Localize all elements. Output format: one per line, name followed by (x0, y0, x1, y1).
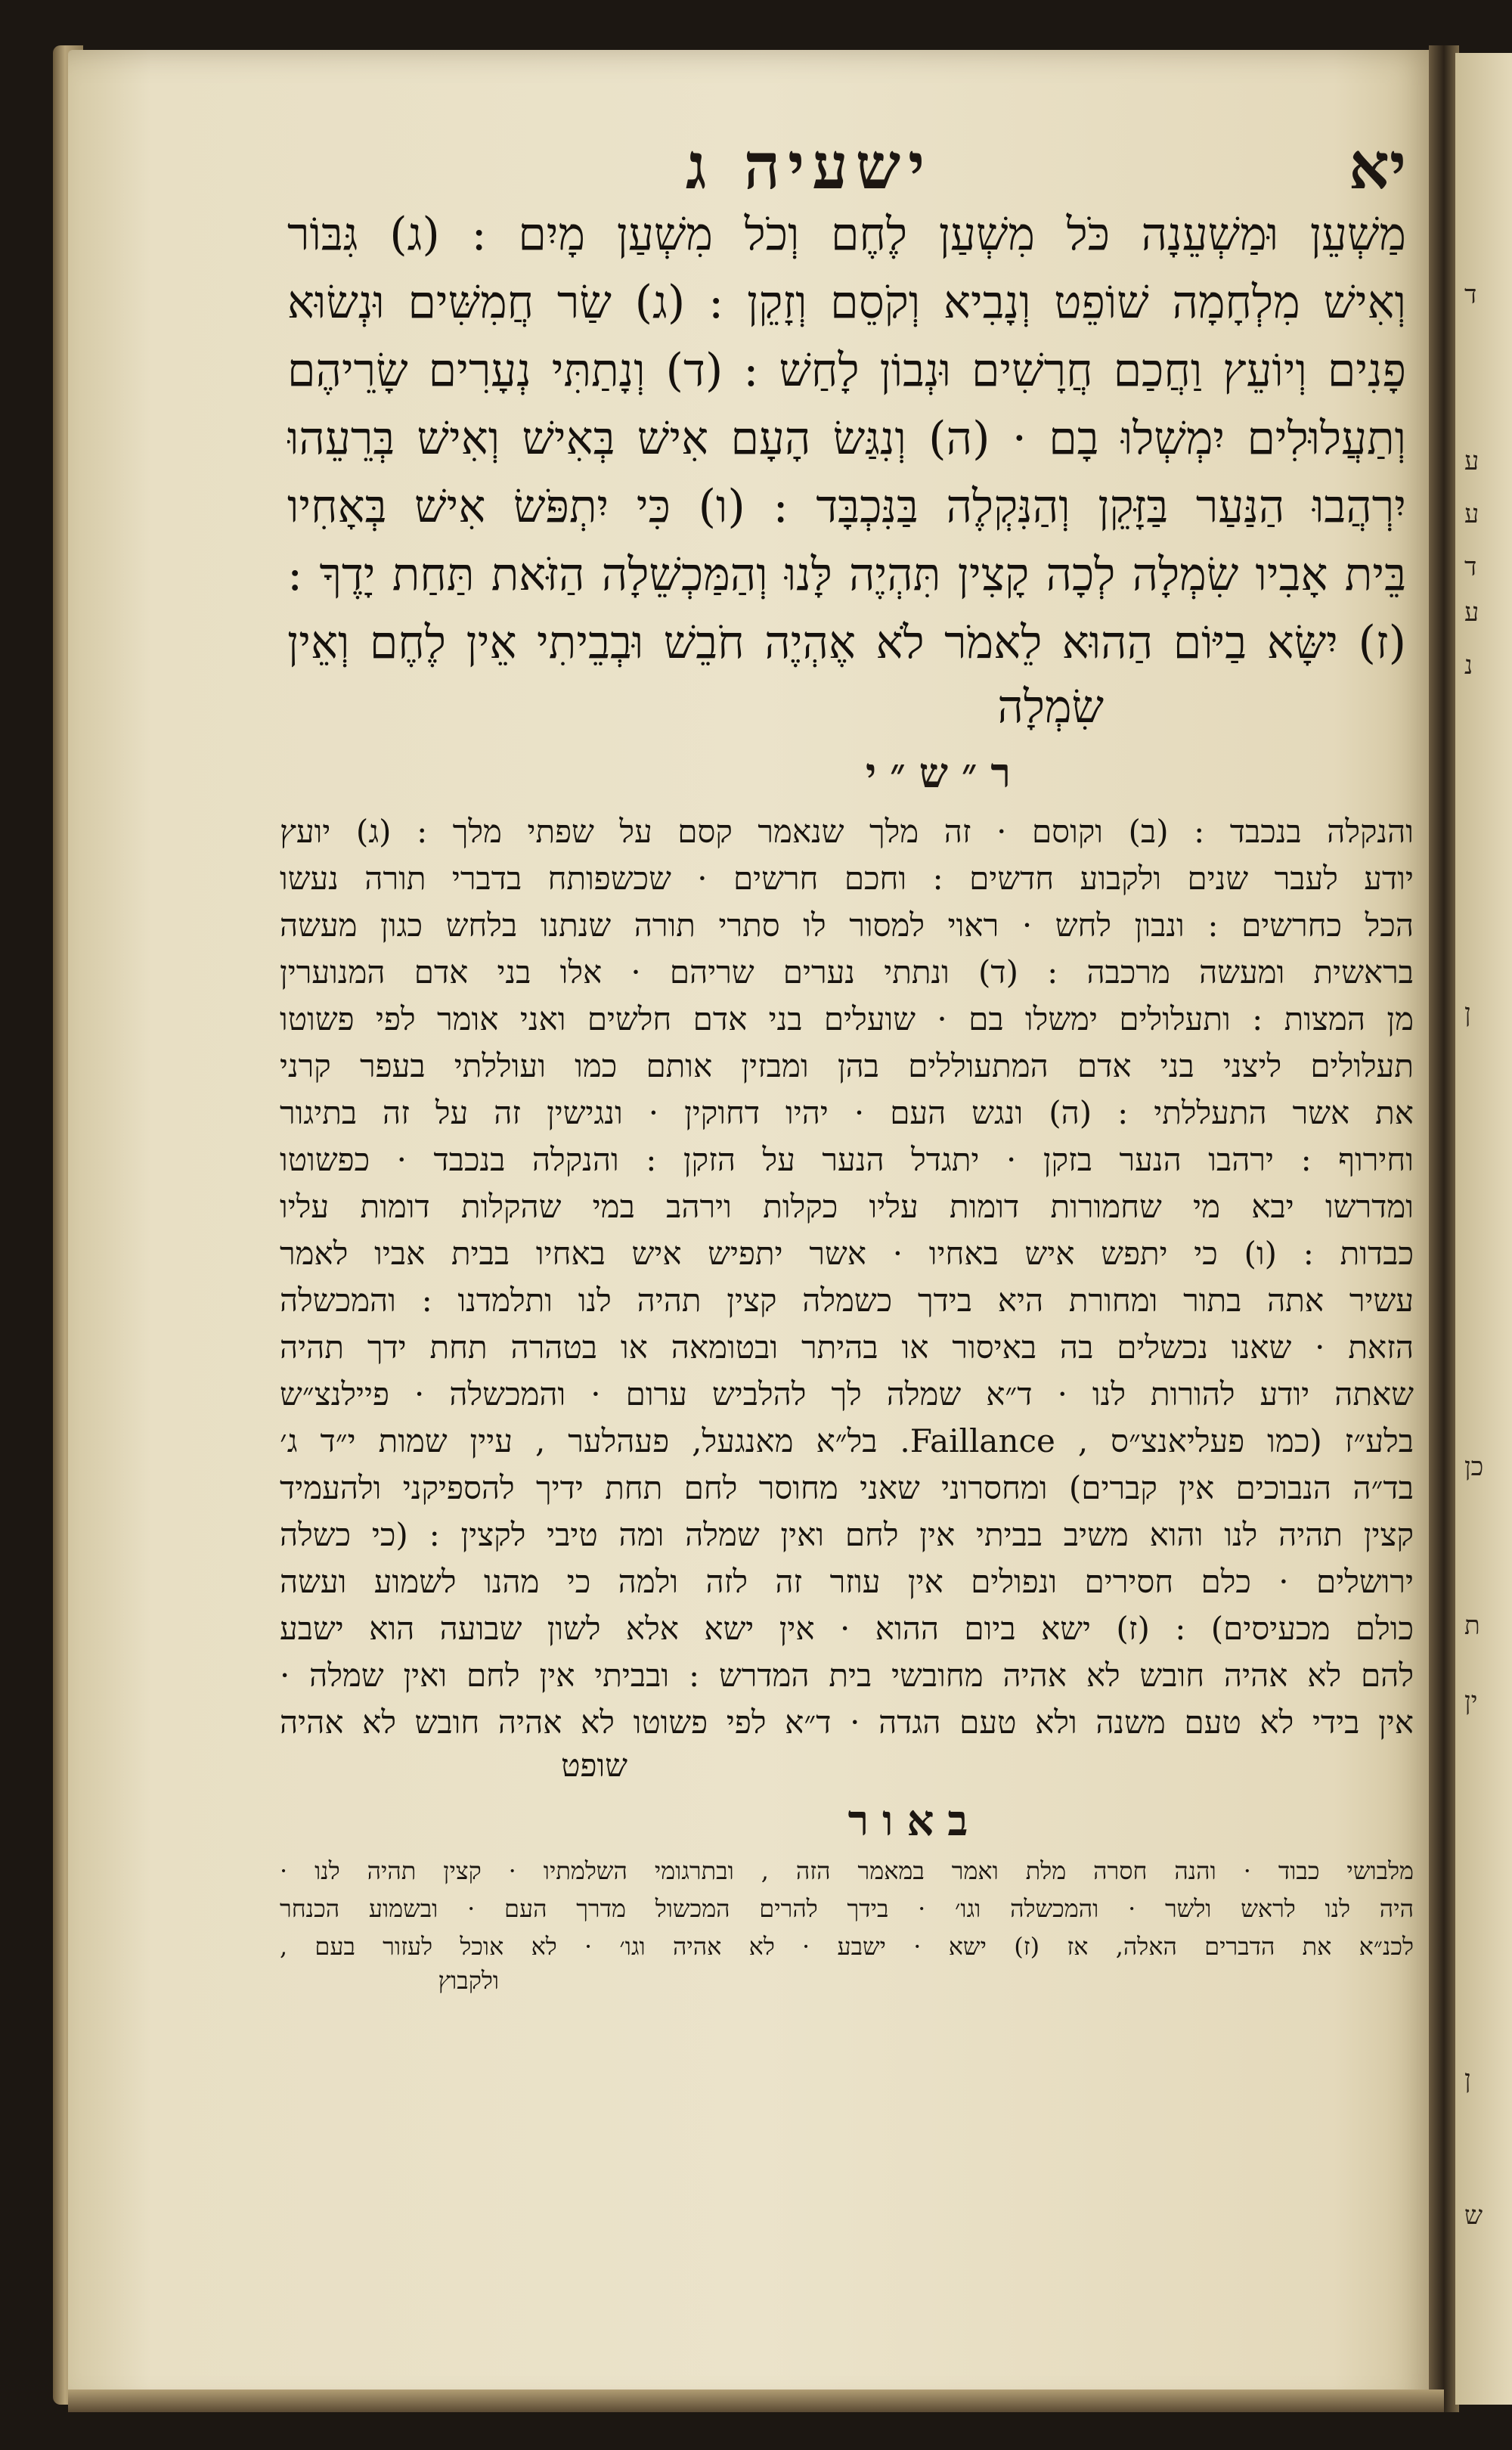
biur-heading: באור (847, 1796, 982, 1846)
verse-line: (ז) יִשָּׂא בַיּוֹם הַהוּא לֵאמֹר לֹא אֶהְיֶה חֹבֵשׁ וּבְבֵיתִי אֵין לֶחֶם וְאֵין (287, 616, 1406, 669)
page-bottom-edge (68, 2390, 1444, 2412)
adjacent-fragment: ין (1464, 1686, 1478, 1717)
rashi-line: ומדרשו יבא מי שחמורות דומות עליו כקלות וירהב במי שהקלות דומות עליו (280, 1188, 1414, 1225)
rashi-line: קצין תהיה לנו והוא משיב בביתי אין לחם ואין שמלה ומה טיבי לקצין : (כי כשלה (280, 1516, 1414, 1553)
biur-line: היה לנו לראש ולשר · והמכשלה וגו׳ · בידך להרים המכשול מדרך העם · ובשמוע הכנחר (280, 1894, 1414, 1923)
verse-line: בֵּית אָבִיו שִׂמְלָה לְכָה קָצִין תִּהְיֶה לָּנוּ וְהַמַּכְשֵׁלָה הַזֹּאת תַּחַת יָדֶךָ : (287, 548, 1406, 601)
rashi-line: עשיר אתה בתור ומחורת היא בידך כשמלה קצין תהיה לנו ותלמדנו : והמכשלה (280, 1282, 1414, 1319)
adjacent-fragment: כן (1464, 1452, 1484, 1482)
rashi-line: כולם מכעיסים) : (ז) ישא ביום ההוא · אין ישא אלא לשון שבועה הוא ישבע (280, 1610, 1414, 1647)
adjacent-fragment: ן (1464, 2064, 1471, 2095)
rashi-line: ירושלים · כלם חסירים ונפולים אין עוזר זה לזה ולמה כי מהנו לשמוע ועשה (280, 1563, 1414, 1600)
biur-line: מלבושי כבוד · והנה חסרה מלת ואמר במאמר הזה , ובתרגומי השלמתיו · קצין תהיה לנו · (280, 1856, 1414, 1885)
adjacent-fragment: ת (1464, 1611, 1480, 1641)
rashi-line: יודע לעבר שנים ולקבוע חדשים : וחכם חרשים · שכשפותח בדברי תורה נעשו (280, 860, 1414, 897)
book-gutter (1429, 45, 1459, 2412)
folio-number: יא (1349, 129, 1406, 203)
rashi-line: בראשית ומעשה מרכבה : (ד) ונתתי נערים שריהם · אלו בני אדם המנוערין (280, 954, 1414, 991)
rashi-line: מן המצות : ותעלולים ימשלו בם · שועלים בני אדם חלשים ואני אומר לפי פשוטו (280, 1000, 1414, 1037)
verse-line: מַשְׁעֵן וּמַשְׁעֵנָה כֹּל מִשְׁעַן לֶחֶם וְכֹל מִשְׁעַן מָיִם : (ג) גִּבּוֹר (287, 208, 1406, 261)
adjacent-fragment: ד (1464, 280, 1477, 310)
rashi-line: שופט (561, 1747, 627, 1784)
adjacent-fragment: ע (1464, 499, 1479, 529)
adjacent-fragment: ן (1464, 998, 1471, 1028)
rashi-line: תעלולים ליצני בני אדם המתעוללים בהן ומבזין אותם כמו ועוללתי בעפר קרני (280, 1047, 1414, 1084)
verse-line: וְאִישׁ מִלְחָמָה שׁוֹפֵט וְנָבִיא וְקֹסֵם וְזָקֵן : (ג) שַׂר חֲמִשִּׁים וּנְשׂוּא (287, 276, 1406, 329)
biur-line: ולקבוץ (438, 1966, 499, 1995)
adjacent-fragment: ש (1464, 2200, 1483, 2231)
rashi-line: כבדות : (ו) כי יתפש איש באחיו · אשר יתפיש איש באחיו בבית אביו לאמר (280, 1235, 1414, 1272)
adjacent-fragment: ע (1464, 446, 1479, 476)
adjacent-fragment: ע (1464, 597, 1479, 628)
rashi-line: בד״ה הנבוכים אין קברים) ומחסרוני שאני מחוסר לחם תחת ידיך להספיקני ולהעמיד (280, 1469, 1414, 1506)
rashi-line: והנקלה בנכבד : (ב) וקוסם · זה מלך שנאמר קסם על שפתי מלך : (ג) יועץ (280, 813, 1414, 850)
rashi-line: את אשר התעללתי : (ה) ונגש העם · יהיו דחוקין · ונגישין זה על זה בתיגור (280, 1094, 1414, 1131)
rashi-heading: ר״ש״י (866, 749, 1024, 797)
verse-line: וְתַעֲלוּלִים יִמְשְׁלוּ בָם · (ה) וְנִגַּשׂ הָעָם אִישׁ בְּאִישׁ וְאִישׁ בְּרֵעֵהוּ (287, 412, 1406, 465)
rashi-line: להם לא אהיה חובש לא אהיה מחובשי בית המדרש : ובביתי אין לחם ואין שמלה · (280, 1657, 1414, 1694)
page-title: ישעיה ג (685, 129, 933, 203)
rashi-line: הכל כחרשים : ונבון לחש · ראוי למסור לו סתרי תורה שנתנו בלחש כגון מעשה (280, 907, 1414, 944)
rashi-line: בלע״ז (כמו פעליאנצ״ס , Faillance. בל״א מאנגעל, פעהלער , עיין שמות י״ד ג׳ (280, 1422, 1414, 1459)
rashi-line: הזאת · שאנו נכשלים בה באיסור או בהיתר ובטומאה או בטהרה תחת ידך תהיה (280, 1329, 1414, 1366)
verse-line: יִרְהֲבוּ הַנַּעַר בַּזָּקֵן וְהַנִּקְלֶה בַּנִּכְבָּד : (ו) כִּי יִתְפֹּשׂ אִישׁ בְּאָחִיו (287, 480, 1406, 533)
rashi-line: שאתה יודע להורות לנו · ד״א שמלה לך להלביש ערום · והמכשלה · פיילנצ״ש (280, 1375, 1414, 1413)
adjacent-fragment: ד (1464, 552, 1477, 582)
verse-line: שִׂמְלָה (997, 681, 1104, 733)
verse-line: פָנִים וְיוֹעֵץ וַחֲכַם חֲרָשִׁים וּנְבוֹן לָחַשׁ : (ד) וְנָתַתִּי נְעָרִים שָׂרֵיהֶם (287, 344, 1406, 397)
running-header (325, 129, 1406, 212)
adjacent-page-strip (1455, 53, 1512, 2405)
rashi-line: וחירוף : ירהבו הנער בזקן · יתגדל הנער על הזקן : והנקלה בנכבד · כפשוטו (280, 1141, 1414, 1178)
rashi-line: אין בידי לא טעם משנה ולא טעם הגדה · ד״א לפי פשוטו לא אהיה חובש לא אהיה (280, 1704, 1414, 1741)
adjacent-fragment: נ (1464, 650, 1473, 681)
biur-line: לכנ״א את הדברים האלה, אז (ז) ישא · ישבע · לא אהיה וגו׳ · לא אוכל לעזור בעם , (280, 1932, 1414, 1961)
